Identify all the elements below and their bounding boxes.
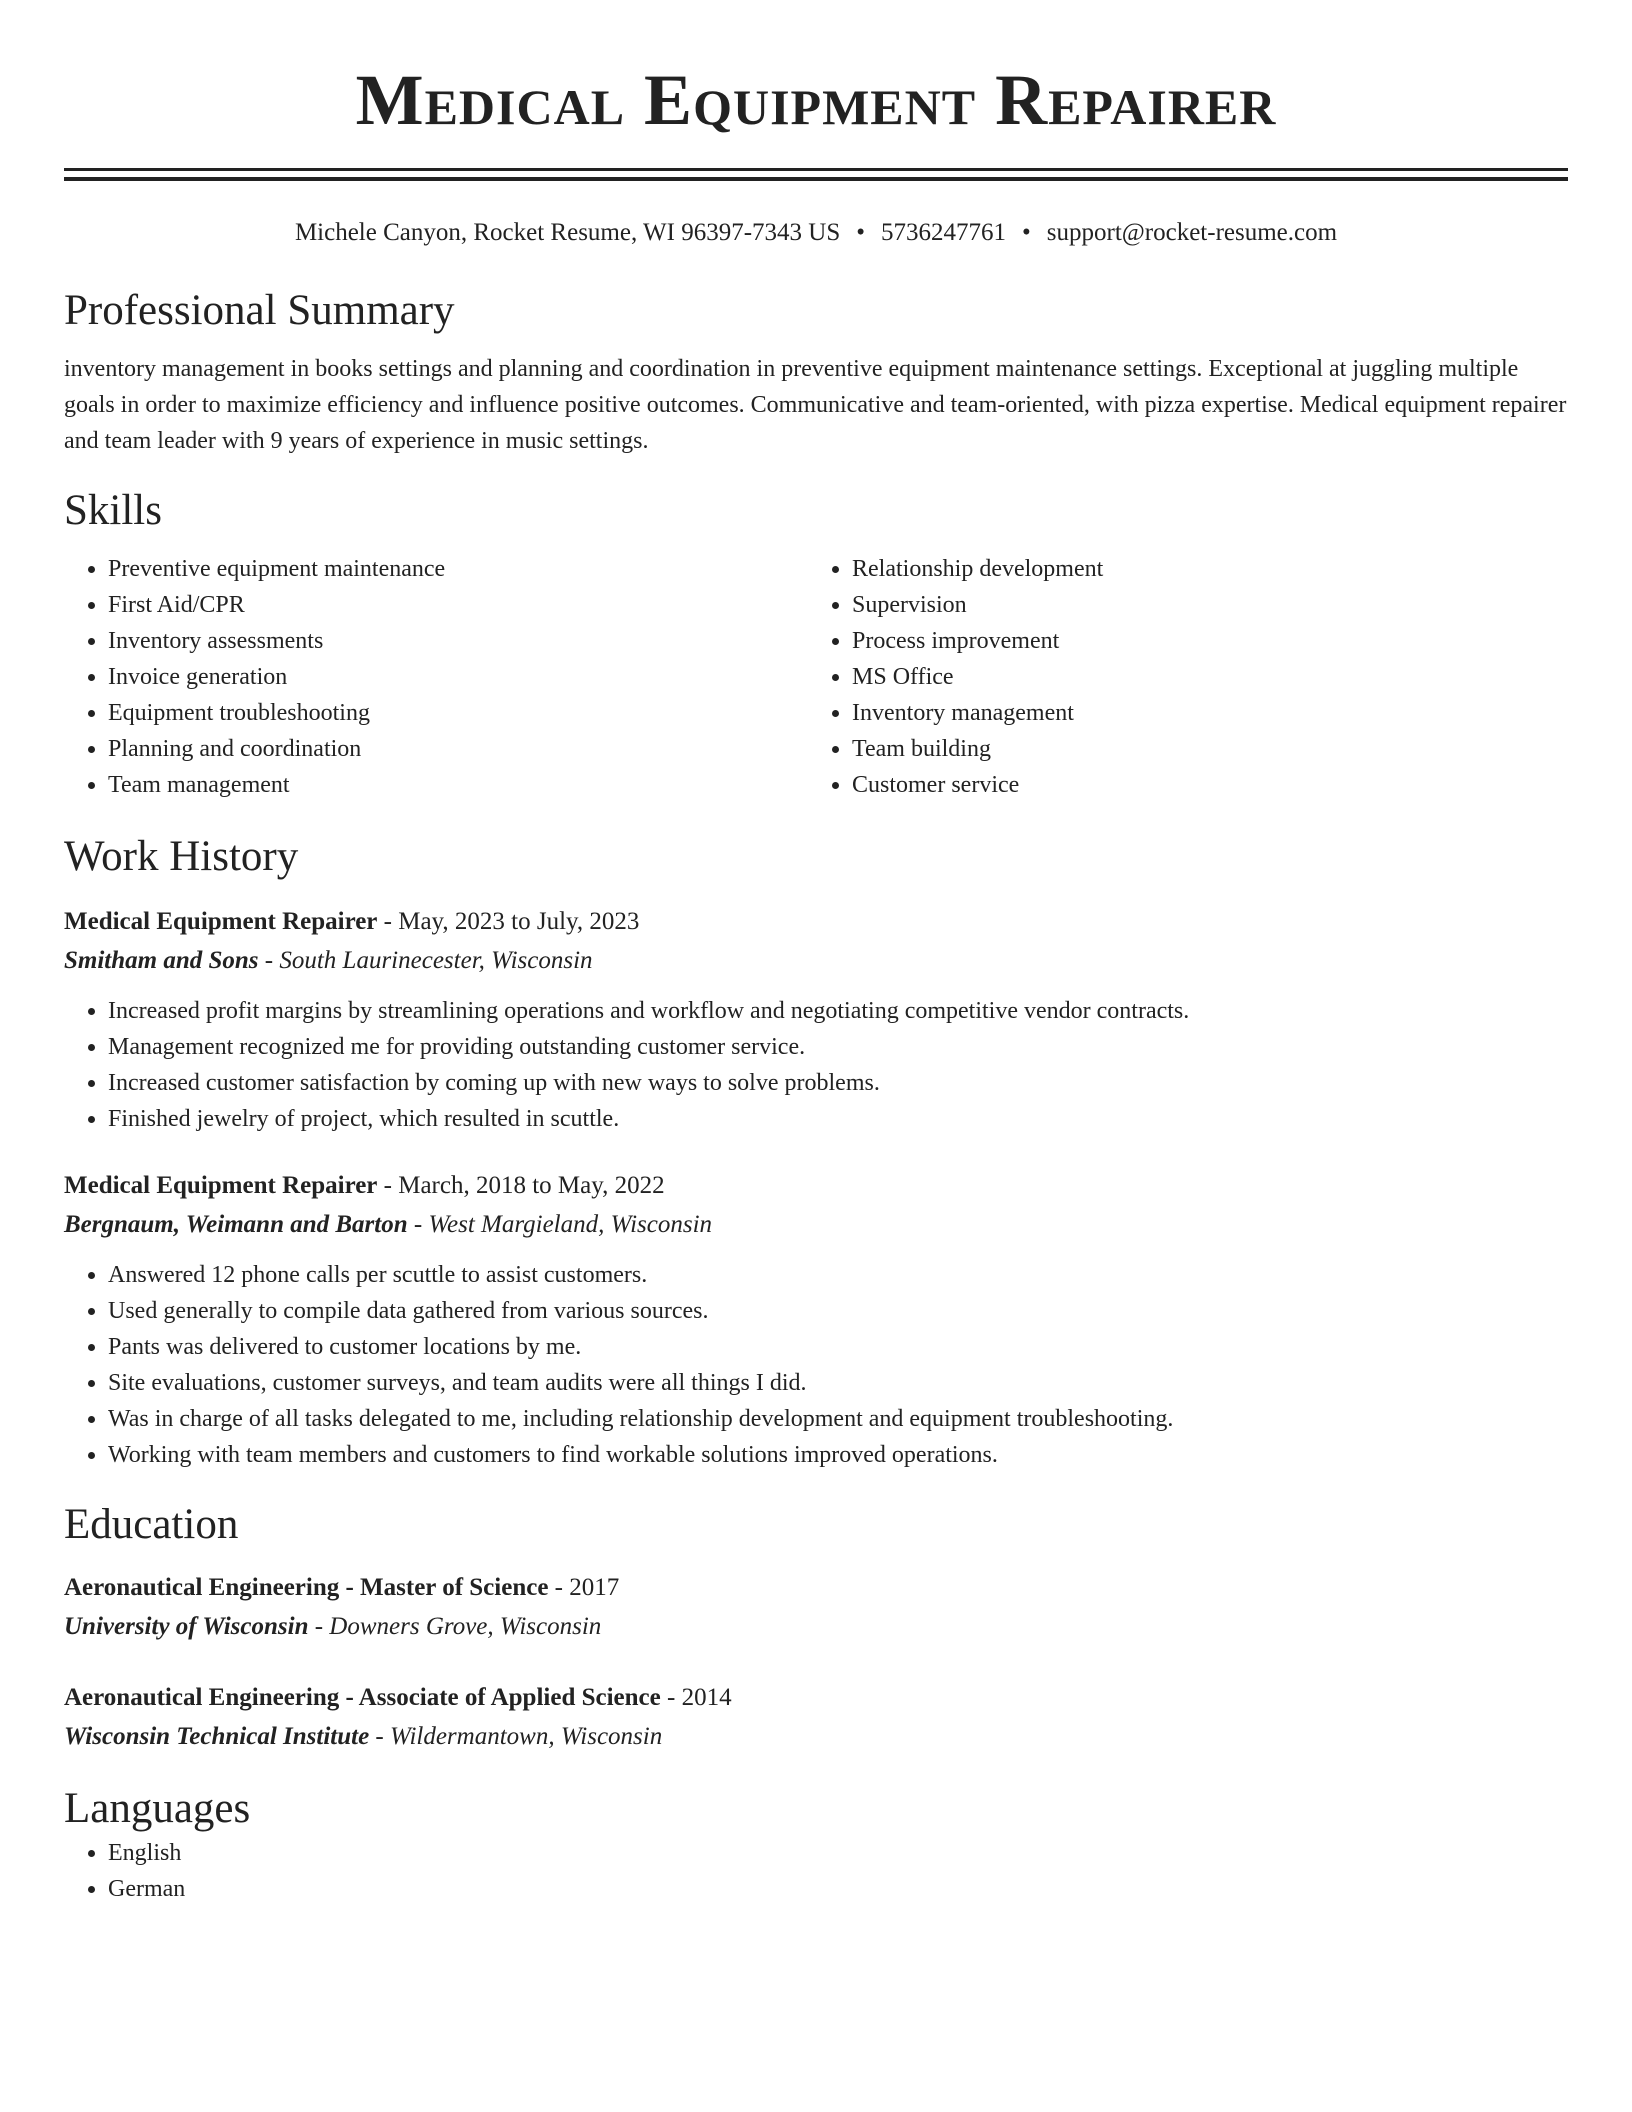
- job-employer: [64, 941, 1568, 981]
- job-entry: [64, 903, 1568, 1137]
- degree-name: Aeronautical Engineering - Master of Science: [64, 1574, 549, 1601]
- job-duties: [64, 993, 1568, 1137]
- job-duty-item: • Answered 12 phone calls per scuttle to assist customers.: [108, 1257, 1568, 1293]
- contact-address: Michele Canyon, Rocket Resume, WI 96397-7343 US: [294, 219, 841, 246]
- languages-section: [64, 1783, 1568, 1907]
- job-title: Medical Equipment Repairer: [64, 1172, 378, 1199]
- skill-item: • Invoice generation: [108, 659, 808, 695]
- job-title: Medical Equipment Repairer: [64, 908, 378, 935]
- job-duty-item: • Finished jewelry of project, which resulted in scuttle.: [108, 1101, 1568, 1137]
- skills-list-left: [64, 551, 808, 803]
- degree-line: [64, 1569, 1568, 1607]
- skill-item: • Inventory assessments: [108, 623, 808, 659]
- summary-section: [64, 285, 1568, 459]
- skill-item: • Preventive equipment maintenance: [108, 551, 808, 587]
- job-location: - West Margieland, Wisconsin: [407, 1211, 713, 1238]
- degree-year: - 2017: [548, 1574, 620, 1601]
- school-location: - Downers Grove, Wisconsin: [308, 1613, 602, 1640]
- skill-item: • Relationship development: [852, 551, 1552, 587]
- skills-columns: [64, 551, 1568, 803]
- skill-item: • Planning and coordination: [108, 731, 808, 767]
- language-item: • German: [108, 1871, 1568, 1907]
- skill-item: • Equipment troubleshooting: [108, 695, 808, 731]
- degree-line: [64, 1679, 1568, 1717]
- job-header: [64, 1167, 1568, 1205]
- job-duty-item: • Increased profit margins by streamlining operations and workflow and negotiating competitive vendor contracts.: [108, 993, 1568, 1029]
- school-line: [64, 1717, 1568, 1757]
- job-dates: - March, 2018 to May, 2022: [377, 1172, 665, 1199]
- skill-item: • First Aid/CPR: [108, 587, 808, 623]
- skills-column-right: [808, 551, 1552, 803]
- language-item: • English: [108, 1835, 1568, 1871]
- job-header: [64, 903, 1568, 941]
- job-company: Bergnaum, Weimann and Barton: [64, 1211, 408, 1238]
- education-entry: [64, 1679, 1568, 1757]
- languages-heading: Languages: [64, 1785, 251, 1832]
- resume-title: Medical Equipment Repairer: [355, 60, 1277, 140]
- skills-list-right: [808, 551, 1552, 803]
- job-entry: [64, 1167, 1568, 1473]
- contact-phone: 5736247761: [881, 219, 1006, 246]
- skill-item: • Supervision: [852, 587, 1552, 623]
- school-location: - Wildermantown, Wisconsin: [369, 1723, 663, 1750]
- contact-separator: •: [1022, 219, 1031, 246]
- job-duties: [64, 1257, 1568, 1473]
- languages-list: [64, 1835, 1568, 1907]
- job-duty-item: • Management recognized me for providing outstanding customer service.: [108, 1029, 1568, 1065]
- summary-heading: Professional Summary: [64, 287, 455, 334]
- school-name: Wisconsin Technical Institute: [64, 1723, 370, 1750]
- contact-separator: •: [856, 219, 865, 246]
- education-entry: [64, 1569, 1568, 1647]
- degree-year: - 2014: [660, 1684, 732, 1711]
- skill-item: • Customer service: [852, 767, 1552, 803]
- contact-email: support@rocket-resume.com: [1046, 219, 1338, 246]
- skill-item: • Inventory management: [852, 695, 1552, 731]
- work-history-heading: Work History: [64, 833, 299, 880]
- skill-item: • Process improvement: [852, 623, 1552, 659]
- title-divider-thin: [64, 177, 1568, 181]
- school-line: [64, 1607, 1568, 1647]
- skills-section: [64, 485, 1568, 803]
- skills-column-left: [64, 551, 808, 803]
- job-dates: - May, 2023 to July, 2023: [377, 908, 640, 935]
- job-duty-item: • Used generally to compile data gathered from various sources.: [108, 1293, 1568, 1329]
- education-heading: Education: [64, 1501, 239, 1548]
- job-duty-item: • Was in charge of all tasks delegated to me, including relationship development and equipment troubleshooting.: [108, 1401, 1568, 1437]
- skill-item: • Team building: [852, 731, 1552, 767]
- job-employer: [64, 1205, 1568, 1245]
- summary-text: inventory management in books settings and planning and coordination in preventive equipment maintenance settings. Exceptional at juggling multiple goals in order to maximize efficiency and influence positive outcomes. Communicative and team-oriented, with pizza expertise. Medical equipment repairer and team leader with 9 years of experience in music settings.: [64, 356, 1567, 454]
- contact-line: [64, 217, 1568, 249]
- job-location: - South Laurinecester, Wisconsin: [258, 947, 593, 974]
- school-name: University of Wisconsin: [64, 1613, 309, 1640]
- job-duty-item: • Site evaluations, customer surveys, and team audits were all things I did.: [108, 1365, 1568, 1401]
- job-company: Smitham and Sons: [64, 947, 259, 974]
- job-duty-item: • Increased customer satisfaction by coming up with new ways to solve problems.: [108, 1065, 1568, 1101]
- degree-name: Aeronautical Engineering - Associate of Applied Science: [64, 1684, 661, 1711]
- job-duty-item: • Pants was delivered to customer locations by me.: [108, 1329, 1568, 1365]
- job-duty-item: • Working with team members and customers to find workable solutions improved operations.: [108, 1437, 1568, 1473]
- work-history-section: [64, 831, 1568, 1473]
- skill-item: • MS Office: [852, 659, 1552, 695]
- skills-heading: Skills: [64, 487, 162, 534]
- education-section: [64, 1499, 1568, 1757]
- skill-item: • Team management: [108, 767, 808, 803]
- title-divider-thick: [64, 168, 1568, 171]
